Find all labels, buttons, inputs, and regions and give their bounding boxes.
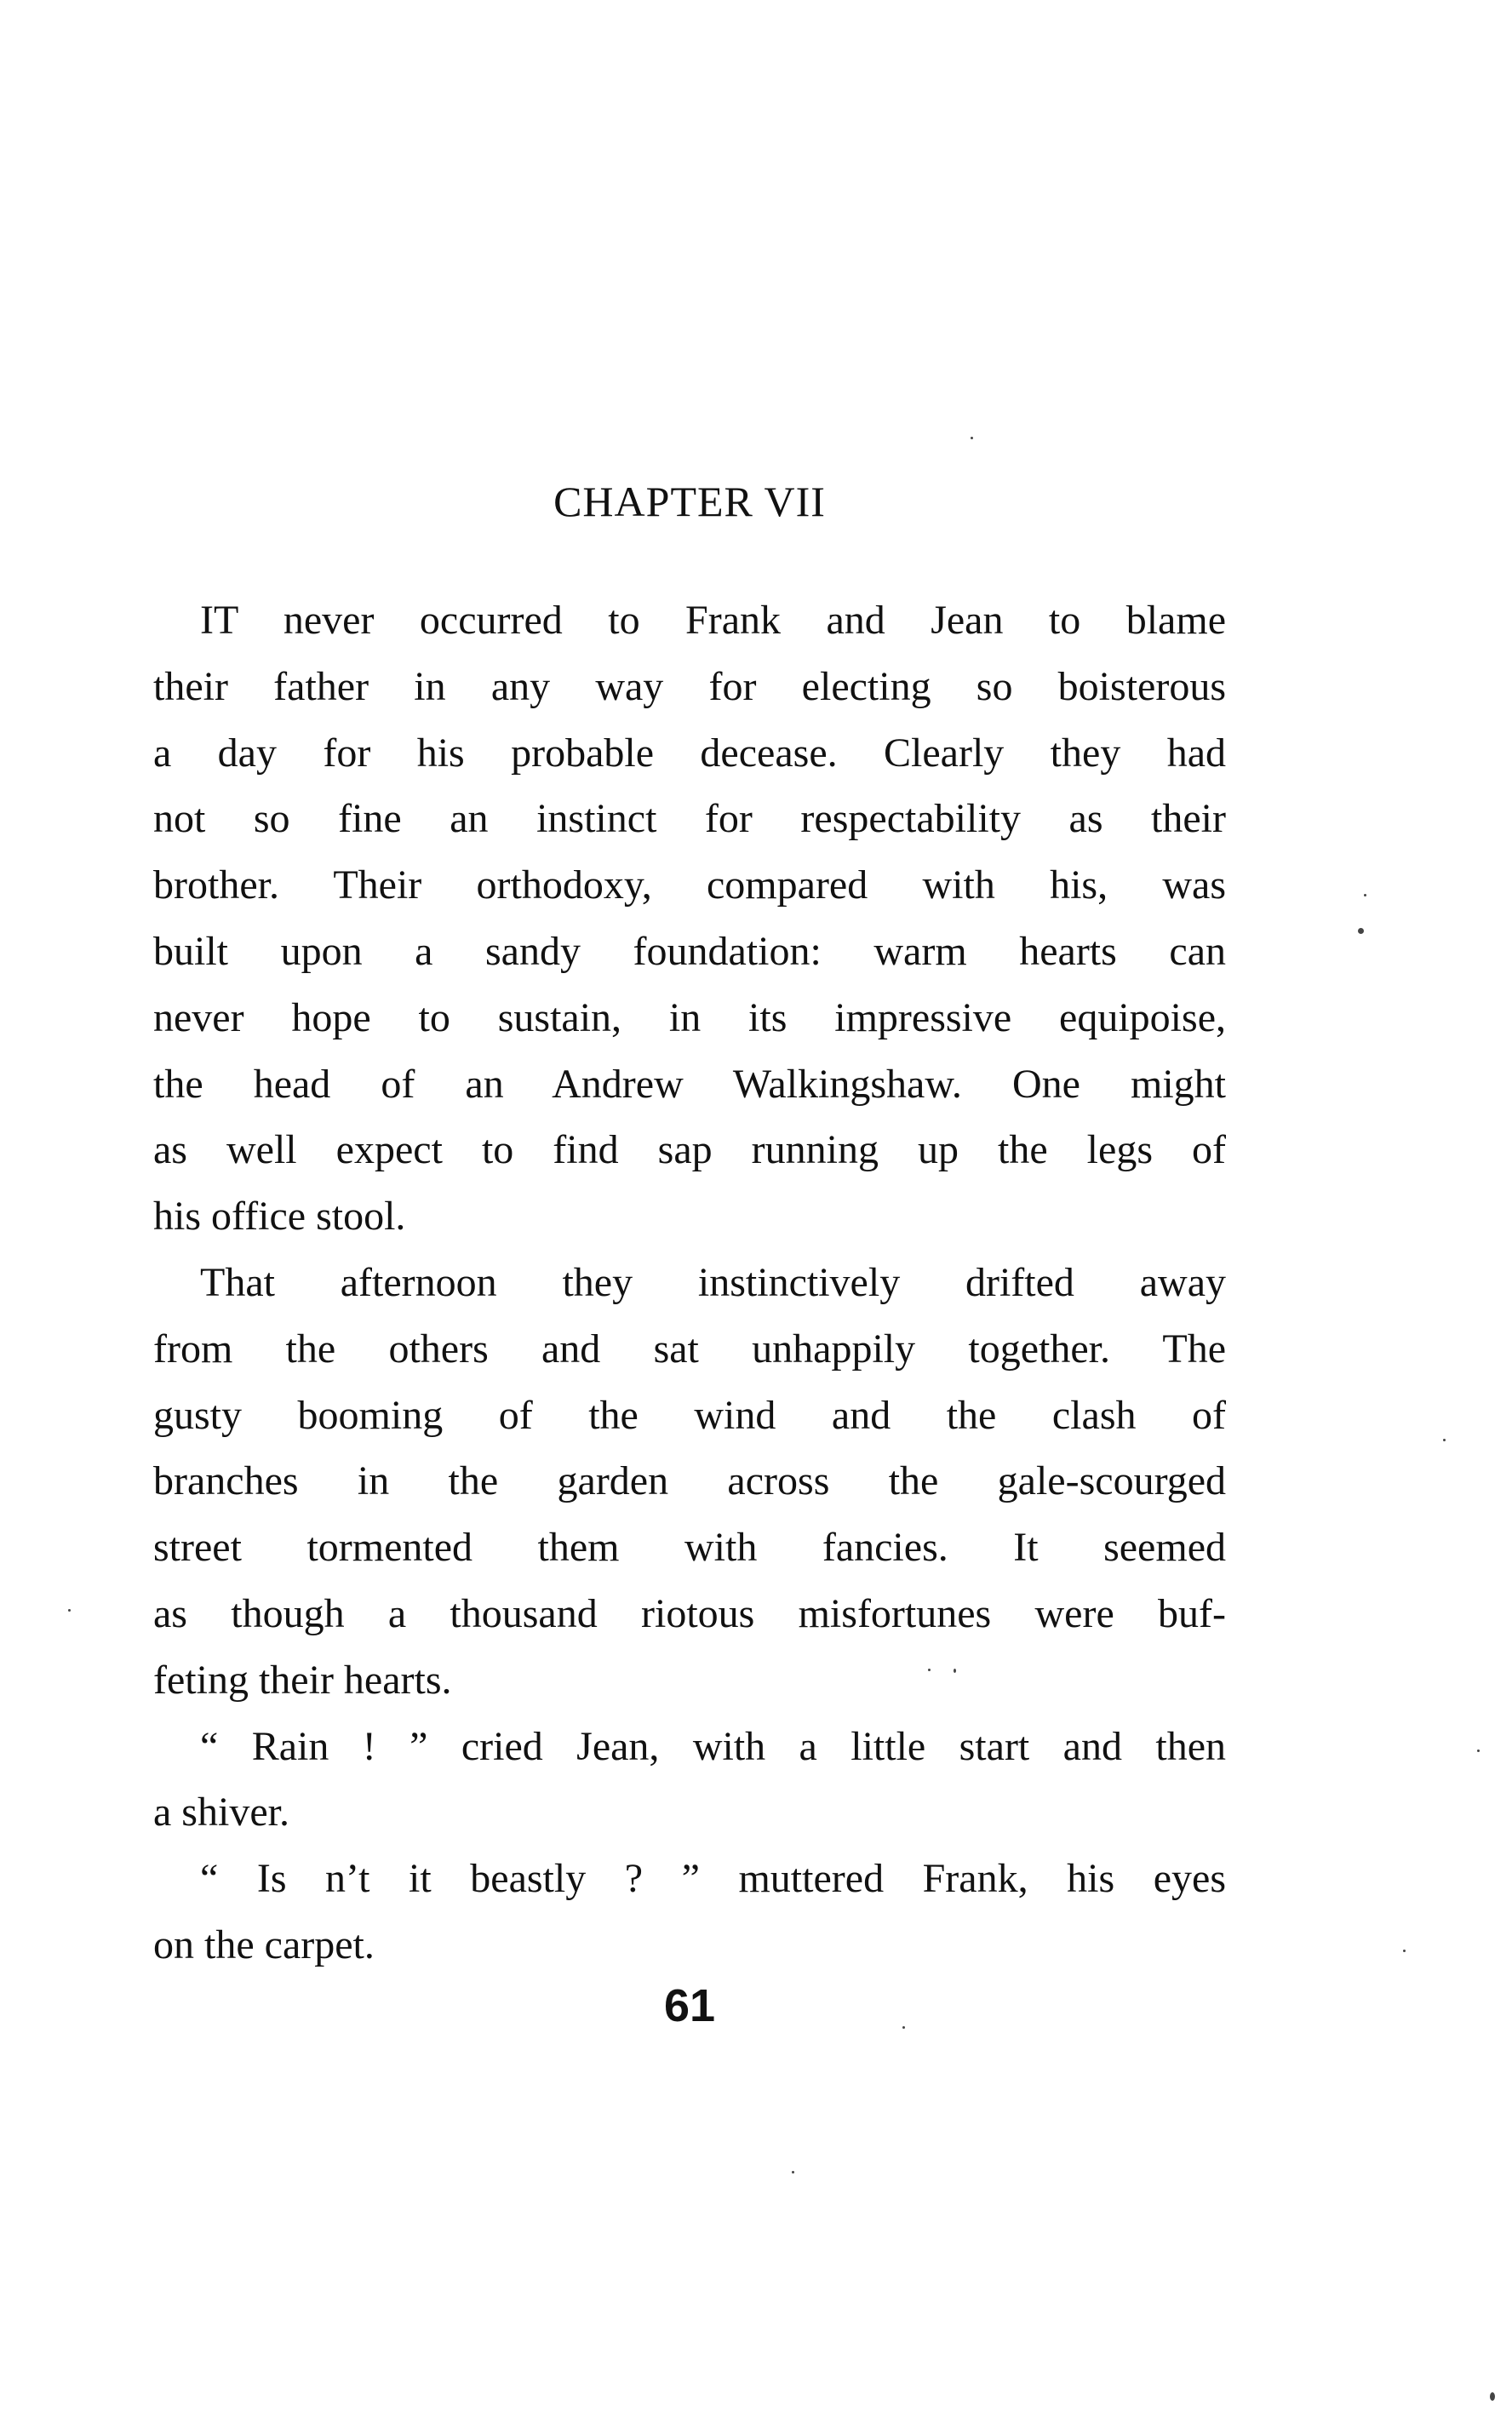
text-line: as well expect to find sap running up the legs of: [153, 1127, 1226, 1173]
speck: [792, 2171, 794, 2173]
text-line: street tormented them with fancies. It seemed: [153, 1525, 1226, 1571]
text-line: gusty booming of the wind and the clash of: [153, 1392, 1226, 1438]
speck: [1364, 894, 1366, 896]
text-line: on the carpet.: [153, 1921, 375, 1967]
paragraph: [153, 587, 1226, 1250]
speck: [1443, 1439, 1446, 1441]
text-line: built upon a sandy foundation: warm hearts can: [153, 928, 1226, 974]
text-line: That afternoon they instinctively drifted away: [200, 1259, 1226, 1305]
text-line: “ Rain ! ” cried Jean, with a little start and then: [200, 1723, 1226, 1769]
text-line: “ Is n’t it beastly ? ” muttered Frank, his eyes: [200, 1856, 1226, 1902]
text-line: a day for his probable decease. Clearly they had: [153, 730, 1226, 776]
speck: [902, 2026, 905, 2029]
paragraph: [153, 1250, 1226, 1714]
text-line: as though a thousand riotous misfortunes were buf-: [153, 1590, 1226, 1636]
text-line: from the others and sat unhappily together. The: [153, 1326, 1226, 1372]
text-line: a shiver.: [153, 1790, 289, 1835]
speck: [1403, 1950, 1406, 1952]
speck: [1490, 2392, 1495, 2401]
text-line: IT never occurred to Frank and Jean to blame: [200, 598, 1226, 643]
text-line: not so fine an instinct for respectability as their: [153, 796, 1226, 842]
text-line: their father in any way for electing so boisterous: [153, 663, 1226, 709]
speck: [1477, 1750, 1480, 1752]
speck: [928, 1669, 931, 1671]
text-line: his office stool.: [153, 1194, 406, 1240]
text-line: brother. Their orthodoxy, compared with his, was: [153, 862, 1226, 908]
paragraph: [153, 1846, 1226, 1979]
chapter-heading: CHAPTER VII: [553, 478, 826, 525]
speck: [1358, 928, 1364, 934]
paragraph: [153, 1714, 1226, 1847]
text-line: feting their hearts.: [153, 1657, 452, 1703]
body-text: [153, 587, 1226, 1979]
text-line: never hope to sustain, in its impressive equipoise,: [153, 994, 1226, 1040]
text-line: branches in the garden across the gale-scourged: [153, 1458, 1226, 1504]
text-line: the head of an Andrew Walkingshaw. One might: [153, 1061, 1226, 1107]
speck: [971, 437, 973, 439]
page-number: 61: [663, 1980, 716, 2031]
speck: [68, 1609, 71, 1612]
speck: [954, 1669, 956, 1673]
